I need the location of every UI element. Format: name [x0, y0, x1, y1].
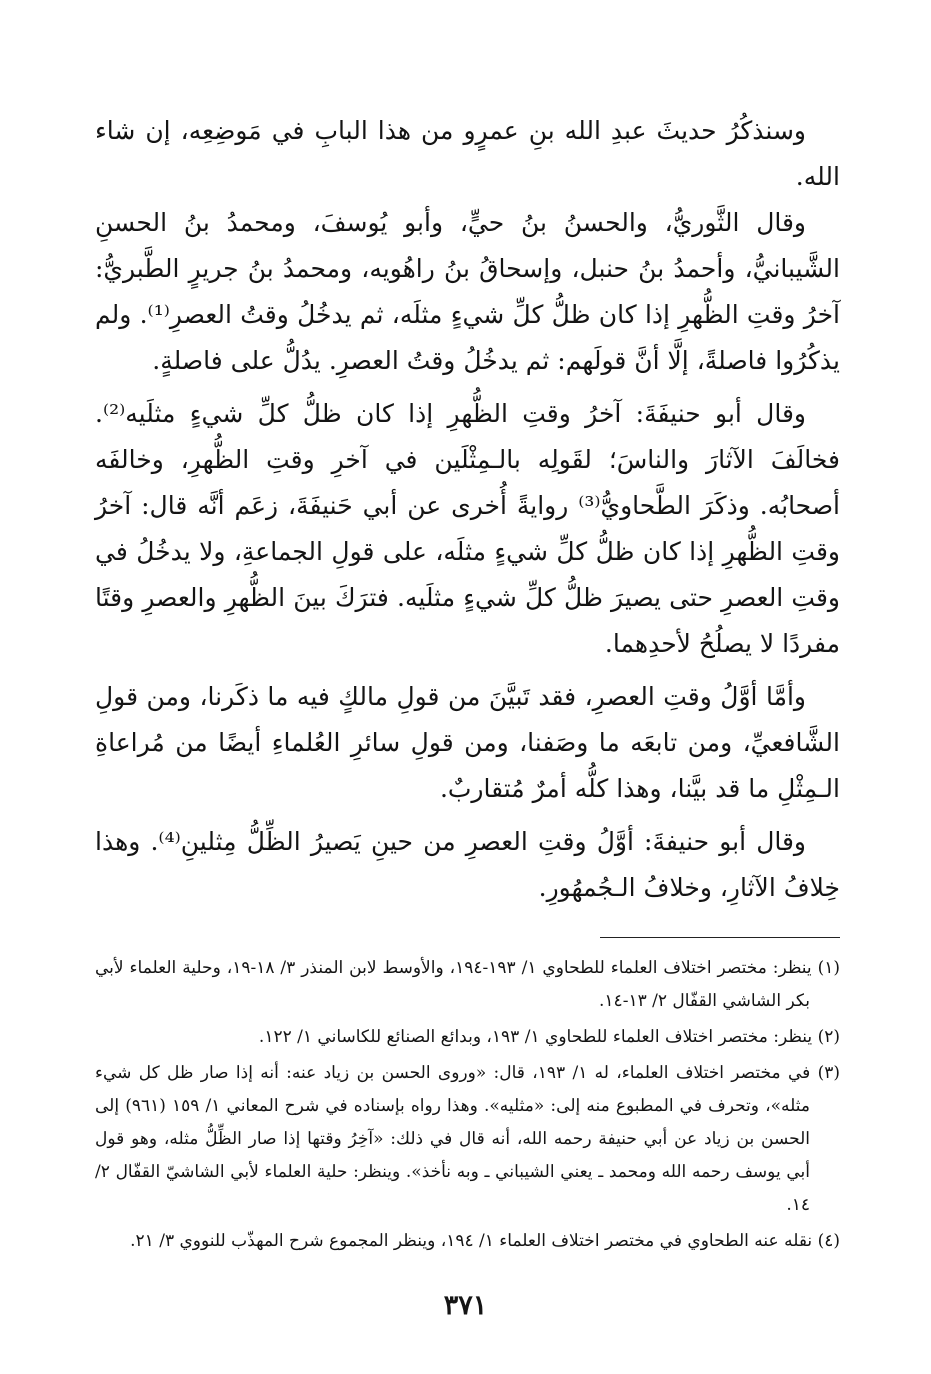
- footnote-number: (٣): [817, 1063, 840, 1083]
- footnote-3: [95, 1057, 840, 1222]
- footnote-text: نقله عنه الطحاوي في مختصر اختلاف العلماء ١/ ١٩٤، وينظر المجموع شرح المهذّب للنووي ٣/ ٢١.: [130, 1231, 813, 1251]
- main-text: [95, 108, 840, 911]
- footnote-4: [95, 1225, 840, 1258]
- footnote-text: ينظر: مختصر اختلاف العلماء للطحاوي ١/ ١٩٣، وبدائع الصنائع للكاساني ١/ ١٢٢.: [258, 1027, 813, 1047]
- footnote-1: [95, 952, 840, 1018]
- footnote-text: ينظر: مختصر اختلاف العلماء للطحاوي ١/ ١٩٣-١٩٤، والأوسط لابن المنذر ٣/ ١٨-١٩، وحلية العلماء لأبي بكر الشاشي القفّال ٢/ ١٣-١٤.: [95, 958, 812, 1011]
- footnote-number: (١): [817, 958, 841, 978]
- paragraph-5: وقال أبو حنيفةَ: أوَّلُ وقتِ العصرِ من حينِ يَصيرُ الظِّلُّ مِثلينِ⁽⁴⁾. وهذا خِلافُ الآثارِ، وخلافُ الـجُمهُورِ.: [95, 827, 840, 902]
- footnote-number: (٤): [817, 1231, 840, 1251]
- footnote-divider: [600, 937, 840, 938]
- footnote-2: [95, 1021, 840, 1054]
- paragraph-1: وسنذكُرُ حديثَ عبدِ الله بنِ عمرٍو من هذا البابِ في مَوضِعِه، إن شاء الله.: [95, 116, 840, 191]
- paragraph-4: وأمَّا أوَّلُ وقتِ العصرِ، فقد تَبيَّنَ من قولِ مالكٍ فيه ما ذكَرنا، ومن قولِ الشَّافعيِّ، ومن تابعَه ما وصَفنا، ومن قولِ سائرِ العُلماءِ أيضًا من مُراعاةِ الـمِثْلِ ما قد بيَّنا، وهذا كلُّه أمرٌ مُتقاربٌ.: [95, 682, 840, 803]
- paragraph-3: وقال أبو حنيفَةَ: آخرُ وقتِ الظُّهرِ إذا كان ظلُّ كلِّ شيءٍ مثلَيه⁽²⁾. فخالَفَ الآثارَ والناسَ؛ لقَولِه بالـمِثْلَين في آخرِ وقتِ الظُّهرِ، وخالفَه أصحابُه. وذكَرَ الطَّحاويُّ⁽³⁾ روايةً أُخرى عن أبي حَنيفَةَ، زعَم أنَّه قال: آخرُ وقتِ الظُّهرِ إذا كان ظلُّ كلِّ شيءٍ مثلَه، على قولِ الجماعةِ، ولا يدخُلُ في وقتِ العصرِ حتى يصيرَ ظلُّ كلِّ شيءٍ مثلَيه. فترَكَ بينَ الظُّهرِ والعصرِ وقتًا مفردًا لا يصلُحُ لأحدِهما.: [95, 399, 840, 658]
- paragraph-2: وقال الثَّوريُّ، والحسنُ بنُ حيٍّ، وأبو يُوسفَ، ومحمدُ بنُ الحسنِ الشَّيبانيُّ، وأحمدُ بنُ حنبل، وإسحاقُ بنُ راهُويه، ومحمدُ بنُ جريرٍ الطَّبريُّ: آخرُ وقتِ الظُّهرِ إذا كان ظلُّ كلِّ شيءٍ مثلَه، ثم يدخُلُ وقتُ العصرِ⁽¹⁾. ولم يذكُرُوا فاصلةً، إلَّا أنَّ قولَهم: ثم يدخُلُ وقتُ العصرِ. يدُلُّ على فاصلةٍ.: [95, 208, 840, 375]
- footnote-text: في مختصر اختلاف العلماء، له ١/ ١٩٣، قال: «وروى الحسن بن زياد عنه: أنه إذا صار ظل كل شيء مثله»، وتحرف في المطبوع منه إلى: «مثليه». وهذا رواه بإسناده في شرح المعاني ١/ ١٥٩ (٩٦١) إلى الحسن بن زياد عن أبي حنيفة رحمه الله، أنه قال في ذلك: «آخِرُ وقتها إذا صار الظِّلُّ مثله، وهو قول أبي يوسف رحمه الله ومحمد ـ يعني الشيباني ـ وبه نأخذ». وينظر: حلية العلماء لأبي الشاشيّ القفّال ٢/ ١٤.: [95, 1063, 811, 1215]
- page-number: ٣٧١: [443, 1290, 488, 1321]
- footnotes: [95, 952, 840, 1258]
- footnote-number: (٢): [817, 1027, 840, 1047]
- page-content: [95, 108, 840, 1261]
